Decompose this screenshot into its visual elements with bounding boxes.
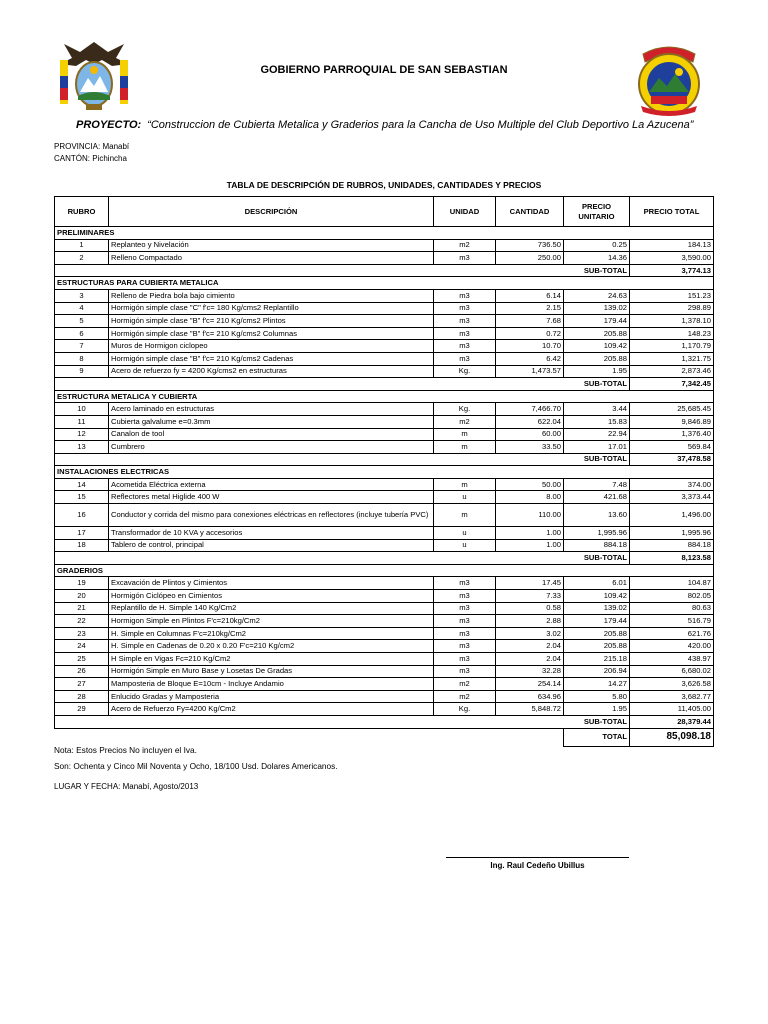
unit-price-cell: 0.25 bbox=[564, 239, 630, 252]
total-price-cell: 184.13 bbox=[630, 239, 714, 252]
rubro-cell: 19 bbox=[55, 577, 109, 590]
unit-price-cell: 15.83 bbox=[564, 415, 630, 428]
rubro-cell: 14 bbox=[55, 478, 109, 491]
table-row bbox=[55, 504, 714, 527]
total-price-cell: 1,321.75 bbox=[630, 352, 714, 365]
description-cell: Hormigón Ciclópeo en Cimientos bbox=[109, 590, 434, 603]
section-name: ESTRUCTURAS PARA CUBIERTA METALICA bbox=[55, 277, 714, 290]
total-price-cell: 1,378.10 bbox=[630, 315, 714, 328]
total-price-cell: 1,170.79 bbox=[630, 340, 714, 353]
table-row bbox=[55, 403, 714, 416]
rubro-cell: 4 bbox=[55, 302, 109, 315]
quantity-cell: 32.28 bbox=[496, 665, 564, 678]
table-row bbox=[55, 441, 714, 454]
total-value: 85,098.18 bbox=[630, 728, 714, 746]
total-row bbox=[55, 728, 714, 746]
note-iva: Nota: Estos Precios No incluyen el Iva. bbox=[54, 745, 197, 755]
col-header-precio-total: PRECIO TOTAL bbox=[630, 197, 714, 227]
unit-cell: m2 bbox=[434, 415, 496, 428]
project-name: “Construccion de Cubierta Metalica y Graderios para la Cancha de Uso Multiple del Club Deportivo La Azucena” bbox=[147, 119, 694, 131]
table-row bbox=[55, 539, 714, 552]
col-header-cantidad: CANTIDAD bbox=[496, 197, 564, 227]
subtotal-label: SUB-TOTAL bbox=[55, 378, 630, 391]
rubro-cell: 3 bbox=[55, 289, 109, 302]
table-row bbox=[55, 415, 714, 428]
rubro-cell: 15 bbox=[55, 491, 109, 504]
unit-price-cell: 7.48 bbox=[564, 478, 630, 491]
unit-cell: m3 bbox=[434, 327, 496, 340]
subtotal-value: 3,774.13 bbox=[630, 264, 714, 277]
col-header-rubro: RUBRO bbox=[55, 197, 109, 227]
unit-price-cell: 17.01 bbox=[564, 441, 630, 454]
unit-price-cell: 139.02 bbox=[564, 602, 630, 615]
unit-price-cell: 884.18 bbox=[564, 539, 630, 552]
total-price-cell: 80.63 bbox=[630, 602, 714, 615]
subtotal-value: 28,379.44 bbox=[630, 715, 714, 728]
unit-cell: m3 bbox=[434, 640, 496, 653]
unit-cell: m3 bbox=[434, 590, 496, 603]
total-price-cell: 9,846.89 bbox=[630, 415, 714, 428]
quantity-cell: 2.04 bbox=[496, 653, 564, 666]
total-price-cell: 621.76 bbox=[630, 627, 714, 640]
subtotal-row bbox=[55, 715, 714, 728]
subtotal-label: SUB-TOTAL bbox=[55, 715, 630, 728]
quantity-cell: 634.96 bbox=[496, 690, 564, 703]
quantity-cell: 110.00 bbox=[496, 504, 564, 527]
description-cell: Hormigón simple clase "C" f'c= 180 Kg/cms2 Replantillo bbox=[109, 302, 434, 315]
quantity-cell: 254.14 bbox=[496, 678, 564, 691]
unit-price-cell: 215.18 bbox=[564, 653, 630, 666]
project-line bbox=[76, 119, 756, 131]
quantity-cell: 33.50 bbox=[496, 441, 564, 454]
note-amount-words: Son: Ochenta y Cinco Mil Noventa y Ocho, 18/100 Usd. Dolares Americanos. bbox=[54, 761, 338, 771]
col-header-unidad: UNIDAD bbox=[434, 197, 496, 227]
total-label: TOTAL bbox=[564, 728, 630, 746]
rubro-cell: 7 bbox=[55, 340, 109, 353]
quantity-cell: 2.04 bbox=[496, 640, 564, 653]
table-row bbox=[55, 678, 714, 691]
table-row bbox=[55, 627, 714, 640]
unit-cell: m3 bbox=[434, 302, 496, 315]
quantity-cell: 2.15 bbox=[496, 302, 564, 315]
table-row bbox=[55, 302, 714, 315]
unit-price-cell: 13.60 bbox=[564, 504, 630, 527]
table-row bbox=[55, 478, 714, 491]
unit-cell: m2 bbox=[434, 678, 496, 691]
description-cell: Tablero de control, principal bbox=[109, 539, 434, 552]
table-row bbox=[55, 327, 714, 340]
description-cell: Cumbrero bbox=[109, 441, 434, 454]
project-label: PROYECTO: bbox=[76, 119, 142, 131]
quantity-cell: 5,848.72 bbox=[496, 703, 564, 716]
quantity-cell: 7.68 bbox=[496, 315, 564, 328]
section-name: GRADERIOS bbox=[55, 564, 714, 577]
rubro-cell: 22 bbox=[55, 615, 109, 628]
subtotal-row bbox=[55, 552, 714, 565]
description-cell: Transformador de 10 KVA y accesorios bbox=[109, 527, 434, 540]
table-row bbox=[55, 352, 714, 365]
description-cell: H. Simple en Cadenas de 0.20 x 0.20 F'c=210 Kg/cm2 bbox=[109, 640, 434, 653]
unit-cell: u bbox=[434, 539, 496, 552]
description-cell: Acero laminado en estructuras bbox=[109, 403, 434, 416]
rubro-cell: 18 bbox=[55, 539, 109, 552]
table-row bbox=[55, 653, 714, 666]
table-row bbox=[55, 665, 714, 678]
description-cell: Mamposteria de Bloque E=10cm - Incluye Andamio bbox=[109, 678, 434, 691]
quantity-cell: 0.72 bbox=[496, 327, 564, 340]
section-header-row bbox=[55, 564, 714, 577]
description-cell: Hormigón simple clase "B" f'c= 210 Kg/cms2 Columnas bbox=[109, 327, 434, 340]
unit-cell: u bbox=[434, 527, 496, 540]
section-header-row bbox=[55, 227, 714, 240]
quantity-cell: 6.42 bbox=[496, 352, 564, 365]
quantity-cell: 50.00 bbox=[496, 478, 564, 491]
rubro-cell: 24 bbox=[55, 640, 109, 653]
unit-price-cell: 205.88 bbox=[564, 640, 630, 653]
table-row bbox=[55, 577, 714, 590]
total-price-cell: 420.00 bbox=[630, 640, 714, 653]
total-price-cell: 3,682.77 bbox=[630, 690, 714, 703]
unit-price-cell: 109.42 bbox=[564, 340, 630, 353]
rubro-cell: 13 bbox=[55, 441, 109, 454]
subtotal-label: SUB-TOTAL bbox=[55, 552, 630, 565]
total-price-cell: 151.23 bbox=[630, 289, 714, 302]
description-cell: Enlucido Gradas y Mamposteria bbox=[109, 690, 434, 703]
unit-price-cell: 1.95 bbox=[564, 365, 630, 378]
signature-line bbox=[446, 857, 629, 858]
unit-price-cell: 22.94 bbox=[564, 428, 630, 441]
total-price-cell: 516.79 bbox=[630, 615, 714, 628]
table-header-row bbox=[55, 197, 714, 227]
subtotal-row bbox=[55, 453, 714, 466]
description-cell: Hormigón Simple en Muro Base y Losetas De Gradas bbox=[109, 665, 434, 678]
col-header-descripcion: DESCRIPCIÓN bbox=[109, 197, 434, 227]
unit-cell: Kg. bbox=[434, 403, 496, 416]
col-header-precio-unitario: PRECIO UNITARIO bbox=[564, 197, 630, 227]
total-price-cell: 2,873.46 bbox=[630, 365, 714, 378]
rubro-cell: 27 bbox=[55, 678, 109, 691]
table-row bbox=[55, 252, 714, 265]
unit-price-cell: 421.68 bbox=[564, 491, 630, 504]
rubro-cell: 1 bbox=[55, 239, 109, 252]
description-cell: Cubierta galvalume e=0.3mm bbox=[109, 415, 434, 428]
quantity-cell: 1.00 bbox=[496, 527, 564, 540]
unit-price-cell: 3.44 bbox=[564, 403, 630, 416]
unit-cell: m3 bbox=[434, 653, 496, 666]
description-cell: Hormigón simple clase "B" f'c= 210 Kg/cms2 Plintos bbox=[109, 315, 434, 328]
description-cell: H Simple en Vigas Fc=210 Kg/Cm2 bbox=[109, 653, 434, 666]
place-date: LUGAR Y FECHA: Manabí, Agosto/2013 bbox=[54, 782, 199, 791]
rubro-cell: 12 bbox=[55, 428, 109, 441]
rubro-cell: 21 bbox=[55, 602, 109, 615]
subtotal-value: 7,342.45 bbox=[630, 378, 714, 391]
section-name: INSTALACIONES ELECTRICAS bbox=[55, 466, 714, 479]
unit-price-cell: 205.88 bbox=[564, 352, 630, 365]
quantity-cell: 10.70 bbox=[496, 340, 564, 353]
description-cell: Acero de Refuerzo Fy=4200 Kg/Cm2 bbox=[109, 703, 434, 716]
subtotal-label: SUB-TOTAL bbox=[55, 453, 630, 466]
budget-table-body bbox=[55, 227, 714, 747]
unit-cell: m bbox=[434, 428, 496, 441]
description-cell: Replantillo de H. Simple 140 Kg/Cm2 bbox=[109, 602, 434, 615]
total-price-cell: 3,590.00 bbox=[630, 252, 714, 265]
parish-seal-logo bbox=[633, 40, 705, 116]
unit-cell: m3 bbox=[434, 615, 496, 628]
document-title: GOBIERNO PARROQUIAL DE SAN SEBASTIAN bbox=[260, 64, 508, 76]
table-row bbox=[55, 289, 714, 302]
description-cell: Excavación de Plintos y Cimientos bbox=[109, 577, 434, 590]
unit-price-cell: 109.42 bbox=[564, 590, 630, 603]
quantity-cell: 7,466.70 bbox=[496, 403, 564, 416]
unit-price-cell: 205.88 bbox=[564, 627, 630, 640]
unit-price-cell: 14.27 bbox=[564, 678, 630, 691]
unit-price-cell: 5.80 bbox=[564, 690, 630, 703]
table-row bbox=[55, 703, 714, 716]
table-row bbox=[55, 527, 714, 540]
subtotal-value: 8,123.58 bbox=[630, 552, 714, 565]
description-cell: Relleno Compactado bbox=[109, 252, 434, 265]
total-price-cell: 802.05 bbox=[630, 590, 714, 603]
subtotal-label: SUB-TOTAL bbox=[55, 264, 630, 277]
subtotal-value: 37,478.58 bbox=[630, 453, 714, 466]
quantity-cell: 6.14 bbox=[496, 289, 564, 302]
table-title: TABLA DE DESCRIPCIÓN DE RUBROS, UNIDADES, CANTIDADES Y PRECIOS bbox=[226, 180, 542, 190]
unit-cell: m bbox=[434, 504, 496, 527]
quantity-cell: 60.00 bbox=[496, 428, 564, 441]
province-line: PROVINCIA: Manabí bbox=[54, 142, 130, 151]
description-cell: Acometida Eléctrica externa bbox=[109, 478, 434, 491]
total-price-cell: 569.84 bbox=[630, 441, 714, 454]
rubro-cell: 5 bbox=[55, 315, 109, 328]
unit-cell: m bbox=[434, 478, 496, 491]
unit-cell: m bbox=[434, 441, 496, 454]
unit-price-cell: 1.95 bbox=[564, 703, 630, 716]
quantity-cell: 17.45 bbox=[496, 577, 564, 590]
rubro-cell: 28 bbox=[55, 690, 109, 703]
unit-price-cell: 179.44 bbox=[564, 615, 630, 628]
budget-table bbox=[54, 196, 714, 747]
rubro-cell: 29 bbox=[55, 703, 109, 716]
rubro-cell: 20 bbox=[55, 590, 109, 603]
unit-price-cell: 179.44 bbox=[564, 315, 630, 328]
total-price-cell: 438.97 bbox=[630, 653, 714, 666]
description-cell: H. Simple en Columnas F'c=210kg/Cm2 bbox=[109, 627, 434, 640]
unit-cell: m2 bbox=[434, 690, 496, 703]
rubro-cell: 6 bbox=[55, 327, 109, 340]
quantity-cell: 250.00 bbox=[496, 252, 564, 265]
total-price-cell: 1,995.96 bbox=[630, 527, 714, 540]
section-header-row bbox=[55, 277, 714, 290]
rubro-cell: 23 bbox=[55, 627, 109, 640]
total-price-cell: 25,685.45 bbox=[630, 403, 714, 416]
table-row bbox=[55, 690, 714, 703]
total-price-cell: 104.87 bbox=[630, 577, 714, 590]
section-name: PRELIMINARES bbox=[55, 227, 714, 240]
unit-cell: m3 bbox=[434, 315, 496, 328]
description-cell: Canalon de tool bbox=[109, 428, 434, 441]
table-row bbox=[55, 491, 714, 504]
rubro-cell: 2 bbox=[55, 252, 109, 265]
quantity-cell: 3.02 bbox=[496, 627, 564, 640]
quantity-cell: 736.50 bbox=[496, 239, 564, 252]
unit-cell: m2 bbox=[434, 239, 496, 252]
rubro-cell: 25 bbox=[55, 653, 109, 666]
unit-cell: m3 bbox=[434, 252, 496, 265]
quantity-cell: 2.88 bbox=[496, 615, 564, 628]
description-cell: Relleno de Piedra bola bajo cimiento bbox=[109, 289, 434, 302]
total-price-cell: 3,626.58 bbox=[630, 678, 714, 691]
total-price-cell: 148.23 bbox=[630, 327, 714, 340]
section-header-row bbox=[55, 390, 714, 403]
unit-price-cell: 6.01 bbox=[564, 577, 630, 590]
unit-cell: m3 bbox=[434, 352, 496, 365]
total-price-cell: 884.18 bbox=[630, 539, 714, 552]
table-row bbox=[55, 640, 714, 653]
table-row bbox=[55, 340, 714, 353]
table-row bbox=[55, 590, 714, 603]
unit-cell: m3 bbox=[434, 665, 496, 678]
quantity-cell: 622.04 bbox=[496, 415, 564, 428]
unit-cell: m3 bbox=[434, 289, 496, 302]
description-cell: Conductor y corrida del mismo para conexiones eléctricas en reflectores (incluye tubería PVC) bbox=[109, 504, 434, 527]
unit-cell: m3 bbox=[434, 627, 496, 640]
rubro-cell: 17 bbox=[55, 527, 109, 540]
total-price-cell: 1,376.40 bbox=[630, 428, 714, 441]
total-price-cell: 3,373.44 bbox=[630, 491, 714, 504]
total-price-cell: 298.89 bbox=[630, 302, 714, 315]
description-cell: Reflectores metal Higlide 400 W bbox=[109, 491, 434, 504]
table-row bbox=[55, 428, 714, 441]
rubro-cell: 9 bbox=[55, 365, 109, 378]
unit-cell: m3 bbox=[434, 577, 496, 590]
total-price-cell: 374.00 bbox=[630, 478, 714, 491]
total-price-cell: 1,496.00 bbox=[630, 504, 714, 527]
signature-name: Ing. Raul Cedeño Ubillus bbox=[490, 861, 585, 870]
unit-cell: m3 bbox=[434, 340, 496, 353]
table-row bbox=[55, 315, 714, 328]
description-cell: Hormigon Simple en Plintos F'c=210kg/Cm2 bbox=[109, 615, 434, 628]
unit-cell: Kg. bbox=[434, 365, 496, 378]
description-cell: Replanteo y Nivelación bbox=[109, 239, 434, 252]
unit-price-cell: 24.63 bbox=[564, 289, 630, 302]
total-price-cell: 6,680.02 bbox=[630, 665, 714, 678]
unit-cell: u bbox=[434, 491, 496, 504]
quantity-cell: 1,473.57 bbox=[496, 365, 564, 378]
rubro-cell: 10 bbox=[55, 403, 109, 416]
table-row bbox=[55, 239, 714, 252]
quantity-cell: 0.58 bbox=[496, 602, 564, 615]
description-cell: Hormigón simple clase "B" f'c= 210 Kg/cms2 Cadenas bbox=[109, 352, 434, 365]
quantity-cell: 1.00 bbox=[496, 539, 564, 552]
rubro-cell: 11 bbox=[55, 415, 109, 428]
unit-price-cell: 206.94 bbox=[564, 665, 630, 678]
rubro-cell: 26 bbox=[55, 665, 109, 678]
description-cell: Muros de Hormigon ciclopeo bbox=[109, 340, 434, 353]
unit-price-cell: 139.02 bbox=[564, 302, 630, 315]
unit-cell: m3 bbox=[434, 602, 496, 615]
table-row bbox=[55, 602, 714, 615]
unit-price-cell: 1,995.96 bbox=[564, 527, 630, 540]
unit-price-cell: 205.88 bbox=[564, 327, 630, 340]
quantity-cell: 7.33 bbox=[496, 590, 564, 603]
total-spacer bbox=[55, 728, 564, 746]
rubro-cell: 16 bbox=[55, 504, 109, 527]
table-row bbox=[55, 615, 714, 628]
subtotal-row bbox=[55, 264, 714, 277]
unit-price-cell: 14.36 bbox=[564, 252, 630, 265]
table-row bbox=[55, 365, 714, 378]
unit-cell: Kg. bbox=[434, 703, 496, 716]
section-name: ESTRUCTURA METALICA Y CUBIERTA bbox=[55, 390, 714, 403]
subtotal-row bbox=[55, 378, 714, 391]
total-price-cell: 11,405.00 bbox=[630, 703, 714, 716]
quantity-cell: 8.00 bbox=[496, 491, 564, 504]
description-cell: Acero de refuerzo fy = 4200 Kg/cms2 en estructuras bbox=[109, 365, 434, 378]
canton-line: CANTÓN: Pichincha bbox=[54, 154, 127, 163]
section-header-row bbox=[55, 466, 714, 479]
rubro-cell: 8 bbox=[55, 352, 109, 365]
